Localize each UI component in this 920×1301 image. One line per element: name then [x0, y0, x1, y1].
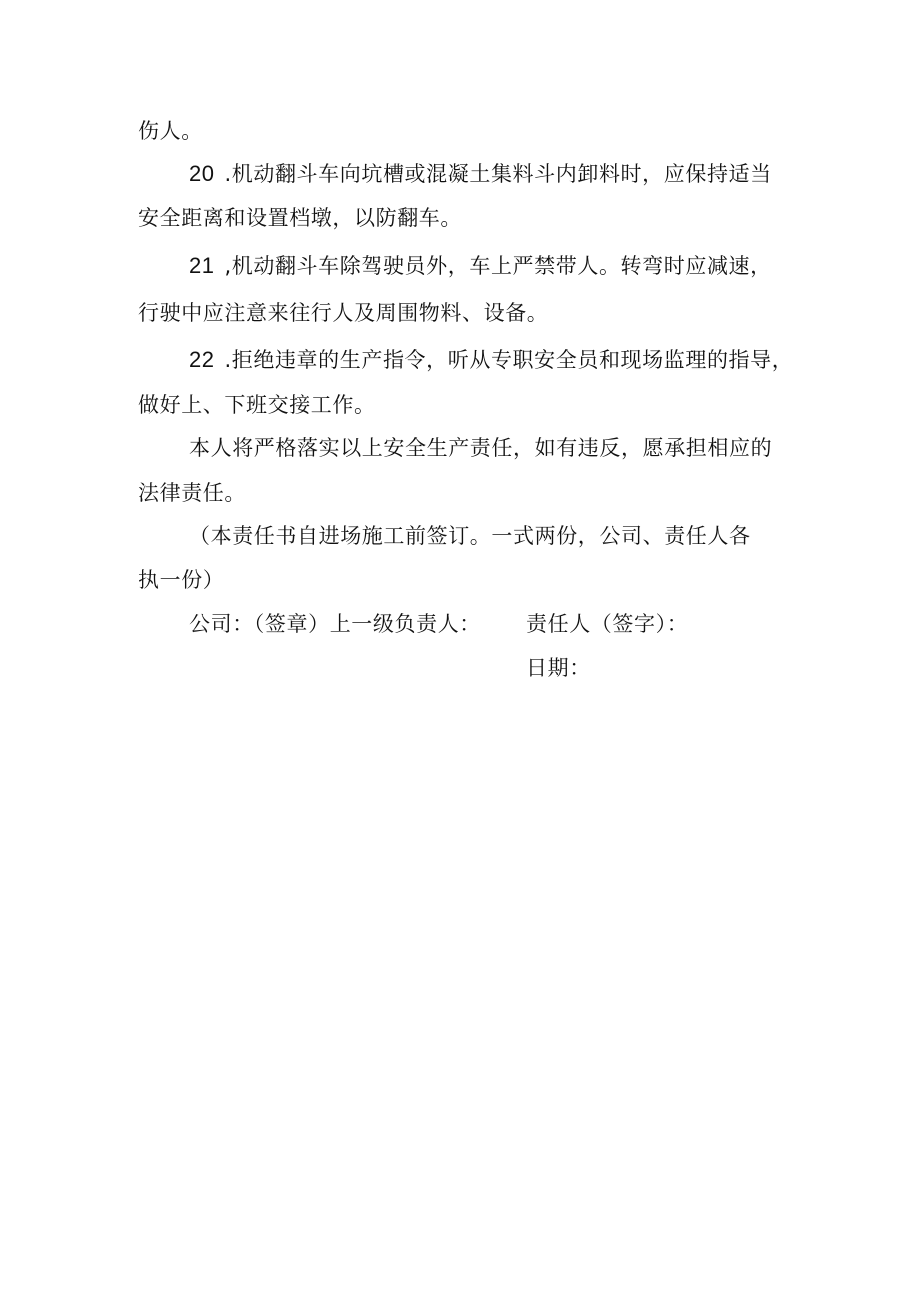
item-text: ,机动翻斗车除驾驶员外，车上严禁带人。转弯时应减速，: [224, 254, 772, 278]
text-line: 本人将严格落实以上安全生产责任，如有违反，愿承担相应的: [189, 436, 773, 460]
list-item-20: [189, 159, 772, 189]
company-signature-label: 公司：（签章）上一级负责人：: [189, 612, 481, 636]
item-text: .拒绝违章的生产指令，听从专职安全员和现场监理的指导，: [224, 348, 794, 372]
list-item-22: [189, 345, 793, 375]
note-line: 执一份）: [138, 568, 225, 592]
text-line: 行驶中应注意来往行人及周围物料、设备。: [138, 301, 549, 325]
item-text: .机动翻斗车向坑槽或混凝土集料斗内卸料时，应保持适当: [224, 162, 772, 186]
item-number: 22: [189, 347, 215, 372]
list-item-21: [189, 251, 772, 281]
text-line: 伤人。: [138, 119, 203, 143]
note-line: （本责任书自进场施工前签订。一式两份，公司、责任人各: [189, 524, 751, 548]
item-number: 21: [189, 253, 215, 278]
responsible-person-signature-label: 责任人（签字）：: [526, 612, 689, 636]
text-line: 法律责任。: [138, 481, 246, 505]
date-label: 日期：: [526, 656, 591, 680]
text-line: 安全距离和设置档墩，以防翻车。: [138, 206, 462, 230]
item-number: 20: [189, 161, 215, 186]
text-line: 做好上、下班交接工作。: [138, 393, 376, 417]
